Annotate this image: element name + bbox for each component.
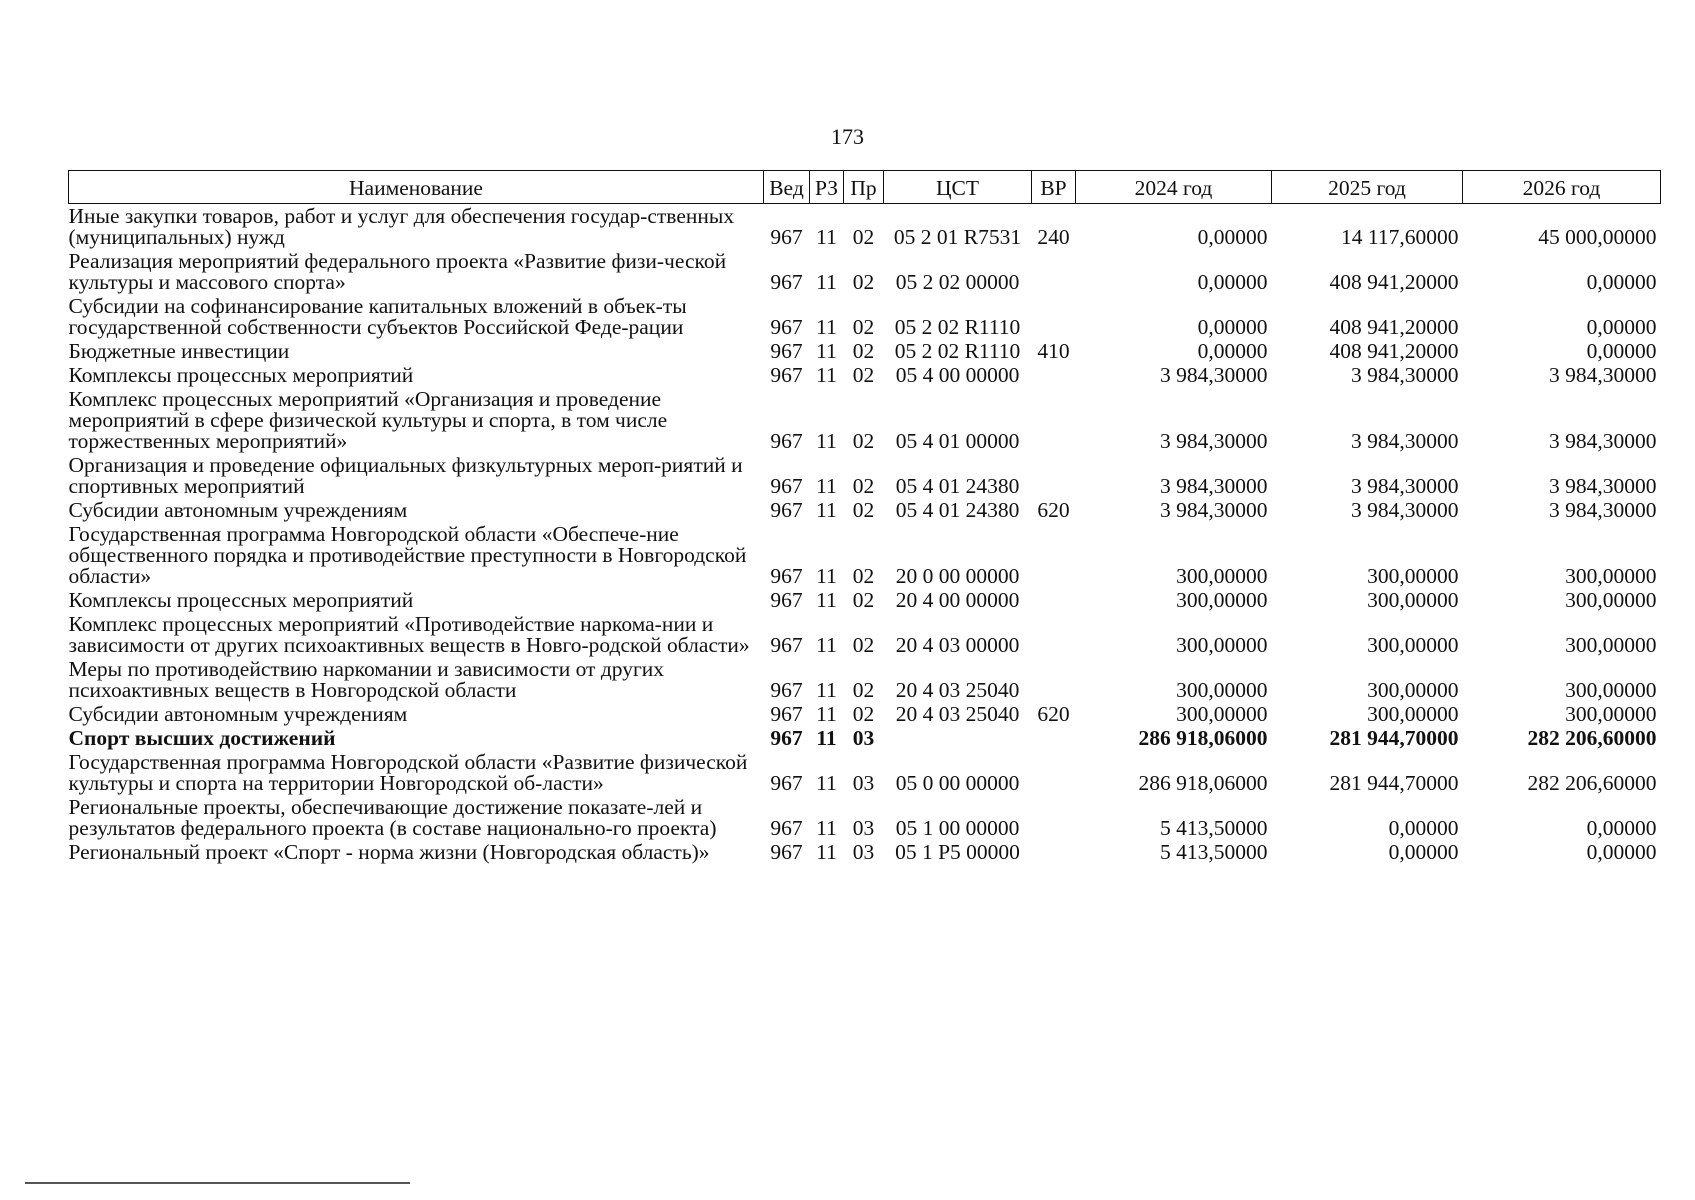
row-rz: 11 [816, 339, 837, 363]
row-vr: 240 [1037, 225, 1070, 249]
row-2025: 300,00000 [1367, 588, 1459, 612]
row-2025: 0,00000 [1388, 840, 1459, 864]
row-vr [1032, 387, 1076, 453]
row-ved: 967 [770, 816, 803, 840]
row-ved: 967 [770, 429, 803, 453]
row-rz: 11 [816, 498, 837, 522]
row-vr [1032, 726, 1076, 750]
row-vr [1032, 294, 1076, 339]
row-pr: 02 [852, 339, 875, 363]
row-name: Комплексы процессных мероприятий [68, 363, 414, 387]
table-body [69, 204, 1661, 865]
row-vr: 620 [1037, 702, 1070, 726]
row-pr: 02 [852, 702, 875, 726]
row-cst [884, 726, 1032, 750]
row-rz: 11 [816, 588, 837, 612]
row-cst: 05 4 01 24380 [895, 474, 1020, 498]
header-2026: 2026 год [1463, 171, 1661, 204]
row-cst: 05 2 02 R1110 [894, 315, 1021, 339]
row-ved: 967 [770, 678, 803, 702]
row-2026: 0,00000 [1586, 315, 1657, 339]
row-vr: 410 [1037, 339, 1070, 363]
row-rz: 11 [816, 474, 837, 498]
table-row [69, 702, 1661, 726]
row-2024: 3 984,30000 [1160, 474, 1268, 498]
row-name: Субсидии автономным учреждениям [68, 498, 408, 522]
header-2024: 2024 год [1076, 171, 1272, 204]
row-2024: 300,00000 [1176, 588, 1268, 612]
row-pr: 03 [852, 726, 875, 750]
row-2024: 0,00000 [1197, 270, 1268, 294]
row-2025: 300,00000 [1367, 678, 1459, 702]
row-name: Иные закупки товаров, работ и услуг для обеспечения государ-ственных (муниципальных) нужд [68, 204, 735, 249]
row-ved: 967 [770, 339, 803, 363]
row-vr [1032, 363, 1076, 387]
row-pr: 02 [852, 474, 875, 498]
row-2026: 45 000,00000 [1538, 225, 1657, 249]
row-cst: 20 4 03 00000 [895, 633, 1020, 657]
row-ved: 967 [770, 702, 803, 726]
row-name: Государственная программа Новгородской области «Обеспече-ние общественного порядка и противодействие преступности в Новгородской области» [68, 522, 747, 588]
row-ved: 967 [770, 840, 803, 864]
row-vr [1032, 453, 1076, 498]
row-vr: 620 [1037, 498, 1070, 522]
row-name: Региональный проект «Спорт - норма жизни (Новгородская область)» [68, 840, 710, 864]
header-name: Наименование [69, 171, 764, 204]
row-name: Субсидии автономным учреждениям [68, 702, 408, 726]
row-pr: 02 [852, 678, 875, 702]
row-2024: 5 413,50000 [1160, 816, 1268, 840]
row-pr: 03 [852, 771, 875, 795]
table-row [69, 522, 1661, 588]
row-2024: 300,00000 [1176, 702, 1268, 726]
row-pr: 02 [852, 498, 875, 522]
row-2025: 408 941,20000 [1329, 339, 1459, 363]
row-rz: 11 [816, 564, 837, 588]
row-pr: 02 [852, 564, 875, 588]
table-row [69, 387, 1661, 453]
row-rz: 11 [816, 633, 837, 657]
header-2025: 2025 год [1272, 171, 1463, 204]
row-2024: 3 984,30000 [1160, 363, 1268, 387]
row-2025: 300,00000 [1367, 564, 1459, 588]
row-pr: 02 [852, 363, 875, 387]
row-rz: 11 [816, 678, 837, 702]
row-vr [1032, 840, 1076, 864]
row-vr [1032, 795, 1076, 840]
row-pr: 03 [852, 840, 875, 864]
table-row [69, 339, 1661, 363]
row-pr: 02 [852, 315, 875, 339]
row-rz: 11 [816, 363, 837, 387]
header-cst: ЦСТ [884, 171, 1032, 204]
header-pr: Пр [844, 171, 884, 204]
row-cst: 20 0 00 00000 [895, 564, 1020, 588]
row-2026: 300,00000 [1565, 564, 1657, 588]
row-pr: 02 [852, 429, 875, 453]
page-number: 173 [831, 124, 864, 149]
row-2025: 14 117,60000 [1341, 225, 1459, 249]
row-rz: 11 [816, 429, 837, 453]
row-pr: 02 [852, 225, 875, 249]
row-2024: 300,00000 [1176, 678, 1268, 702]
row-2026: 0,00000 [1586, 270, 1657, 294]
row-ved: 967 [770, 225, 803, 249]
row-2024: 286 918,06000 [1138, 726, 1268, 750]
row-2025: 3 984,30000 [1351, 498, 1459, 522]
row-2024: 3 984,30000 [1160, 429, 1268, 453]
table-row [69, 840, 1661, 864]
row-2024: 5 413,50000 [1160, 840, 1268, 864]
row-name: Меры по противодействию наркомании и зависимости от других психоактивных веществ в Новгородской области [68, 657, 665, 702]
row-pr: 02 [852, 588, 875, 612]
row-2024: 300,00000 [1176, 564, 1268, 588]
row-cst: 05 0 00 00000 [895, 771, 1020, 795]
row-2024: 3 984,30000 [1160, 498, 1268, 522]
row-cst: 05 4 00 00000 [895, 363, 1020, 387]
table-row [69, 588, 1661, 612]
table-row [69, 204, 1661, 250]
row-cst: 05 1 00 00000 [895, 816, 1020, 840]
row-ved: 967 [770, 564, 803, 588]
row-pr: 02 [852, 633, 875, 657]
table-row [69, 795, 1661, 840]
row-2025: 408 941,20000 [1329, 270, 1459, 294]
row-name: Государственная программа Новгородской области «Развитие физической культуры и спорта на территории Новгородской об-ласти» [68, 750, 748, 795]
row-2026: 0,00000 [1586, 339, 1657, 363]
row-cst: 20 4 03 25040 [895, 678, 1020, 702]
table-row [69, 363, 1661, 387]
row-ved: 967 [770, 498, 803, 522]
row-2025: 3 984,30000 [1351, 429, 1459, 453]
table-row [69, 498, 1661, 522]
header-vr: ВР [1032, 171, 1076, 204]
row-name: Реализация мероприятий федерального проекта «Развитие физи-ческой культуры и массового спорта» [68, 249, 727, 294]
row-2024: 0,00000 [1197, 225, 1268, 249]
row-rz: 11 [816, 315, 837, 339]
table-row [69, 750, 1661, 795]
row-rz: 11 [816, 840, 837, 864]
row-2025: 0,00000 [1388, 816, 1459, 840]
row-pr: 02 [852, 270, 875, 294]
row-2026: 0,00000 [1586, 816, 1657, 840]
row-2026: 282 206,60000 [1527, 726, 1657, 750]
row-rz: 11 [816, 726, 837, 750]
row-cst: 05 2 02 00000 [895, 270, 1020, 294]
table-row [69, 453, 1661, 498]
row-2026: 3 984,30000 [1549, 498, 1657, 522]
row-name: Комплекс процессных мероприятий «Организация и проведение мероприятий в сфере физической культуры и спорта, в том числе торжественных мероприятий» [68, 387, 668, 453]
row-2024: 0,00000 [1197, 315, 1268, 339]
row-2026: 3 984,30000 [1549, 429, 1657, 453]
row-2026: 3 984,30000 [1549, 363, 1657, 387]
row-rz: 11 [816, 771, 837, 795]
row-2026: 282 206,60000 [1527, 771, 1657, 795]
row-2024: 300,00000 [1176, 633, 1268, 657]
row-name: Субсидии на софинансирование капитальных вложений в объек-ты государственной собственности субъектов Российской Феде-рации [68, 294, 687, 339]
table-row [69, 657, 1661, 702]
row-ved: 967 [770, 270, 803, 294]
table-header-row [69, 171, 1661, 204]
row-vr [1032, 249, 1076, 294]
row-name: Комплекс процессных мероприятий «Противодействие наркома-нии и зависимости от других психоактивных веществ в Новго-родской области» [68, 612, 750, 657]
row-ved: 967 [770, 363, 803, 387]
row-cst: 05 2 02 R1110 [894, 339, 1021, 363]
row-vr [1032, 657, 1076, 702]
row-2025: 300,00000 [1367, 633, 1459, 657]
row-name: Комплексы процессных мероприятий [68, 588, 414, 612]
row-name: Организация и проведение официальных физкультурных мероп-риятий и спортивных мероприятий [68, 453, 743, 498]
row-rz: 11 [816, 816, 837, 840]
row-2025: 3 984,30000 [1351, 363, 1459, 387]
row-cst: 20 4 03 25040 [895, 702, 1020, 726]
row-name: Спорт высших достижений [68, 726, 336, 750]
row-ved: 967 [770, 633, 803, 657]
row-2025: 300,00000 [1367, 702, 1459, 726]
row-2025: 281 944,70000 [1329, 726, 1459, 750]
table-row [69, 294, 1661, 339]
row-cst: 05 4 01 24380 [895, 498, 1020, 522]
row-2026: 3 984,30000 [1549, 474, 1657, 498]
header-rz: РЗ [810, 171, 844, 204]
row-name: Бюджетные инвестиции [68, 339, 290, 363]
row-rz: 11 [816, 270, 837, 294]
row-2026: 300,00000 [1565, 588, 1657, 612]
row-rz: 11 [816, 225, 837, 249]
row-pr: 03 [852, 816, 875, 840]
table-row [69, 726, 1661, 750]
row-rz: 11 [816, 702, 837, 726]
budget-table [68, 170, 1661, 864]
row-2026: 300,00000 [1565, 702, 1657, 726]
row-2026: 300,00000 [1565, 678, 1657, 702]
row-2025: 408 941,20000 [1329, 315, 1459, 339]
row-2024: 0,00000 [1197, 339, 1268, 363]
row-vr [1032, 588, 1076, 612]
row-vr [1032, 522, 1076, 588]
row-ved: 967 [770, 588, 803, 612]
row-cst: 05 1 P5 00000 [895, 840, 1020, 864]
row-2026: 300,00000 [1565, 633, 1657, 657]
row-vr [1032, 750, 1076, 795]
scan-edge-line [25, 1182, 410, 1184]
table-row [69, 612, 1661, 657]
table-row [69, 249, 1661, 294]
header-ved: Вед [764, 171, 810, 204]
row-2025: 281 944,70000 [1329, 771, 1459, 795]
row-ved: 967 [770, 315, 803, 339]
row-2026: 0,00000 [1586, 840, 1657, 864]
row-ved: 967 [770, 474, 803, 498]
row-cst: 20 4 00 00000 [895, 588, 1020, 612]
row-cst: 05 4 01 00000 [895, 429, 1020, 453]
row-2025: 3 984,30000 [1351, 474, 1459, 498]
row-cst: 05 2 01 R7531 [893, 225, 1022, 249]
row-name: Региональные проекты, обеспечивающие достижение показате-лей и результатов федерального проекта (в составе национально-го проекта) [68, 795, 717, 840]
row-ved: 967 [770, 771, 803, 795]
row-vr [1032, 612, 1076, 657]
row-ved: 967 [770, 726, 803, 750]
row-2024: 286 918,06000 [1138, 771, 1268, 795]
